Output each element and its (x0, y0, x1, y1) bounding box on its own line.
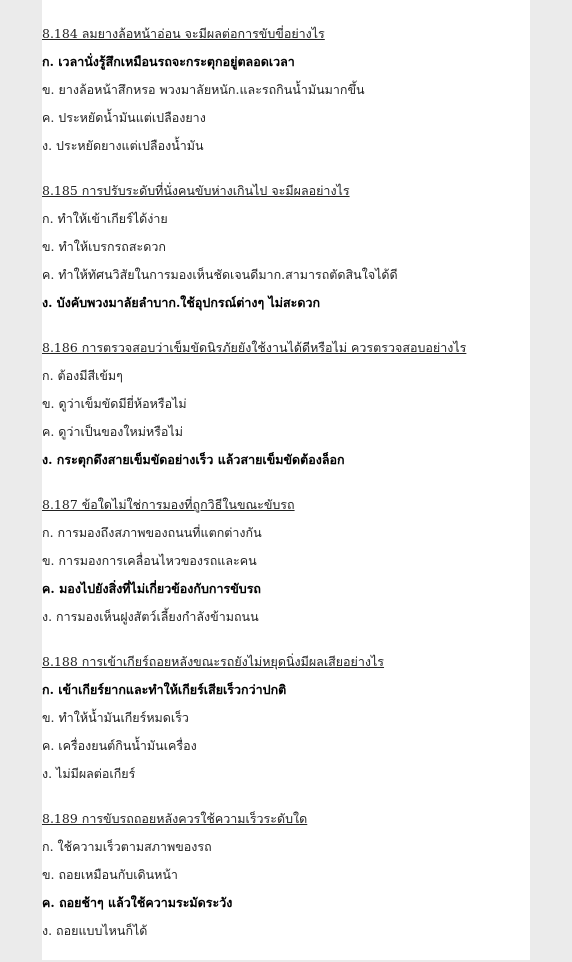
answer-option: ข. ยางล้อหน้าสึกหรอ พวงมาลัยหนัก.และรถกินน้ำมันมากขึ้น (42, 82, 365, 97)
answer-option: ข. ดูว่าเข็มขัดมียี่ห้อหรือไม่ (42, 396, 187, 411)
answer-option: ง. กระตุกดึงสายเข็มขัดอย่างเร็ว แล้วสายเข็มขัดต้องล็อก (42, 452, 345, 467)
answer-option: ก. เวลานั่งรู้สึกเหมือนรถจะกระตุกอยู่ตลอดเวลา (42, 54, 295, 69)
question-block (42, 805, 530, 945)
answer-option: ง. ถอยแบบไหนก็ได้ (42, 923, 148, 938)
answer-option: ค. ประหยัดน้ำมันแต่เปลืองยาง (42, 110, 206, 125)
question-title: 8.184 ลมยางล้อหน้าอ่อน จะมีผลต่อการขับขี่อย่างไร (42, 26, 325, 41)
answer-option: ข. ทำให้เบรกรถสะดวก (42, 239, 166, 254)
answer-option: ก. ต้องมีสีเข้มๆ (42, 368, 123, 383)
answer-option: ค. ถอยช้าๆ แล้วใช้ความระมัดระวัง (42, 895, 233, 910)
answer-option: ก. ใช้ความเร็วตามสภาพของรถ (42, 839, 212, 854)
question-title: 8.188 การเข้าเกียร์ถอยหลังขณะรถยังไม่หยุดนิ่งมีผลเสียอย่างไร (42, 654, 385, 669)
question-title: 8.187 ข้อใดไม่ใช่การมองที่ถูกวิธีในขณะขับรถ (42, 497, 295, 512)
answer-option: ง. การมองเห็นฝูงสัตว์เลี้ยงกำลังข้ามถนน (42, 609, 259, 624)
answer-option: ค. ดูว่าเป็นของใหม่หรือไม่ (42, 424, 183, 439)
question-title: 8.189 การขับรถถอยหลังควรใช้ความเร็วระดับใด (42, 811, 308, 826)
question-block (42, 491, 530, 631)
answer-option: ง. บังคับพวงมาลัยลำบาก.ใช้อุปกรณ์ต่างๆ ไม่สะดวก (42, 295, 321, 310)
answer-option: ก. การมองถึงสภาพของถนนที่แตกต่างกัน (42, 525, 262, 540)
question-block (42, 334, 530, 474)
answer-option: ก. ทำให้เข้าเกียร์ได้ง่าย (42, 211, 168, 226)
answer-option: ง. ไม่มีผลต่อเกียร์ (42, 766, 136, 781)
quiz-content (42, 20, 530, 962)
answer-option: ข. การมองการเคลื่อนไหวของรถและคน (42, 553, 257, 568)
question-block (42, 20, 530, 160)
answer-option: ข. ถอยเหมือนกับเดินหน้า (42, 867, 178, 882)
answer-option: ก. เข้าเกียร์ยากและทำให้เกียร์เสียเร็วกว่าปกติ (42, 682, 287, 697)
question-title: 8.185 การปรับระดับที่นั่งคนขับห่างเกินไป จะมีผลอย่างไร (42, 183, 350, 198)
question-block (42, 177, 530, 317)
answer-option: ค. ทำให้ทัศนวิสัยในการมองเห็นชัดเจนดีมาก.สามารถตัดสินใจได้ดี (42, 267, 398, 282)
answer-option: ข. ทำให้น้ำมันเกียร์หมดเร็ว (42, 710, 189, 725)
question-title: 8.186 การตรวจสอบว่าเข็มขัดนิรภัยยังใช้งานได้ดีหรือไม่ ควรตรวจสอบอย่างไร (42, 340, 467, 355)
question-block (42, 648, 530, 788)
answer-option: ค. มองไปยังสิ่งที่ไม่เกี่ยวข้องกับการขับรถ (42, 581, 261, 596)
answer-option: ง. ประหยัดยางแต่เปลืองน้ำมัน (42, 138, 204, 153)
answer-option: ค. เครื่องยนต์กินน้ำมันเครื่อง (42, 738, 197, 753)
